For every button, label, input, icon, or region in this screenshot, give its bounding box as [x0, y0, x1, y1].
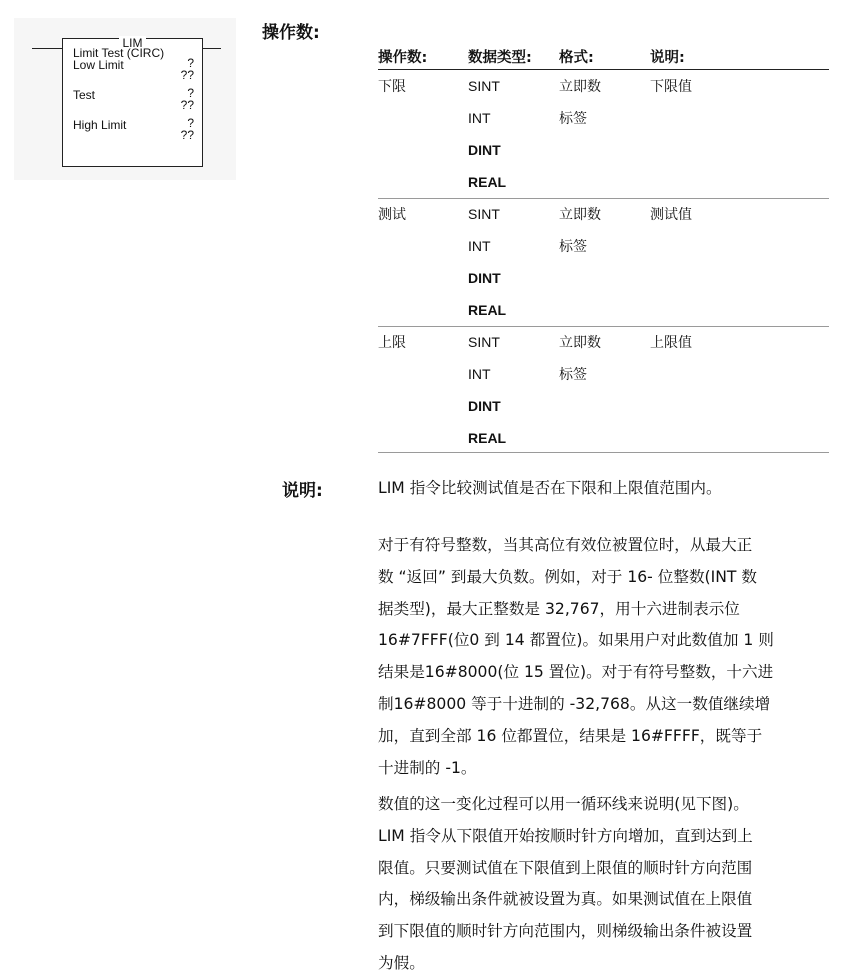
text-line: 对于有符号整数，当其高位有效位被置位时，从最大正	[378, 536, 753, 554]
lim-instruction-block	[14, 18, 236, 180]
description-label: 说明:	[282, 481, 323, 501]
rung-input-line	[32, 48, 62, 49]
instruction-name: Limit Test (CIRC)	[73, 46, 165, 60]
text-line: 到下限值的顺时针方向范围内，则梯级输出条件被设置	[378, 922, 753, 941]
header-data-type: 数据类型:	[468, 50, 532, 66]
text-line: 加，直到全部 16 位都置位，结果是 16#FFFF，既等于	[378, 726, 763, 745]
text-line: 结果是16#8000(位 15 置位)。对于有符号整数，十六进	[378, 663, 774, 682]
low-limit-tag: ??	[180, 68, 194, 82]
test-tag: ??	[180, 98, 194, 112]
text-line: 限值。只要测试值在下限值到上限值的顺时针方向范围	[378, 858, 753, 877]
data-type: REAL	[468, 302, 507, 318]
text-line: 数值的这一变化过程可以用一循环线来说明(见下图)。	[378, 795, 749, 813]
data-type: INT	[468, 110, 491, 126]
operand-description: 下限值	[650, 79, 692, 95]
data-type: SINT	[468, 334, 500, 350]
data-type: SINT	[468, 78, 500, 94]
text-line: 十进制的 -1。	[378, 758, 477, 777]
operand-name: 下限	[378, 79, 406, 95]
operand-description: 测试值	[650, 207, 692, 223]
data-type: SINT	[468, 206, 500, 222]
text-line: 据类型)，最大正整数是 32,767，用十六进制表示位	[378, 599, 740, 618]
low-limit-label: Low Limit	[73, 58, 124, 72]
format: 标签	[559, 239, 587, 255]
data-type: REAL	[468, 174, 507, 190]
data-type: INT	[468, 366, 491, 382]
format: 标签	[559, 111, 587, 127]
description-paragraph-2	[378, 530, 830, 784]
high-limit-label: High Limit	[73, 118, 127, 132]
header-format: 格式:	[559, 50, 594, 66]
text-line: 为假。	[378, 953, 425, 972]
row-divider	[378, 326, 829, 327]
operands-heading: 操作数:	[262, 23, 320, 43]
text-line: LIM 指令从下限值开始按顺时针方向增加，直到达到上	[378, 826, 753, 845]
text-line: 数 “返回” 到最大负数。例如，对于 16- 位整数(INT 数	[378, 567, 757, 586]
operand-name: 上限	[378, 335, 406, 351]
high-limit-tag: ??	[180, 128, 194, 142]
operand-description: 上限值	[650, 335, 692, 351]
data-type: INT	[468, 238, 491, 254]
high-limit-value: ?	[187, 116, 194, 130]
rung-output-line	[203, 48, 221, 49]
format: 标签	[559, 367, 587, 383]
header-description: 说明:	[650, 50, 685, 66]
data-type: DINT	[468, 398, 501, 414]
text-line: 内，梯级输出条件就被设置为真。如果测试值在上限值	[378, 890, 753, 909]
format: 立即数	[559, 79, 601, 95]
instruction-box	[62, 38, 203, 167]
instruction-title: LIM	[63, 32, 202, 51]
data-type: DINT	[468, 270, 501, 286]
header-operand: 操作数:	[378, 50, 428, 66]
text-line: 16#7FFF(位0 到 14 都置位)。如果用户对此数值加 1 则	[378, 631, 774, 650]
row-divider	[378, 198, 829, 199]
test-label: Test	[73, 88, 96, 102]
data-type: REAL	[468, 430, 507, 446]
low-limit-value: ?	[187, 56, 194, 70]
format: 立即数	[559, 207, 601, 223]
description-paragraph-1	[378, 473, 830, 505]
test-value: ?	[187, 86, 194, 100]
header-rule	[378, 69, 829, 70]
table-bottom-rule	[378, 452, 829, 453]
format: 立即数	[559, 335, 601, 351]
operand-name: 测试	[378, 207, 406, 223]
description-paragraph-3	[378, 789, 830, 980]
text-line: 制16#8000 等于十进制的 -32,768。从这一数值继续增	[378, 694, 771, 713]
text-line: LIM 指令比较测试值是否在下限和上限值范围内。	[378, 479, 722, 497]
data-type: DINT	[468, 142, 501, 158]
